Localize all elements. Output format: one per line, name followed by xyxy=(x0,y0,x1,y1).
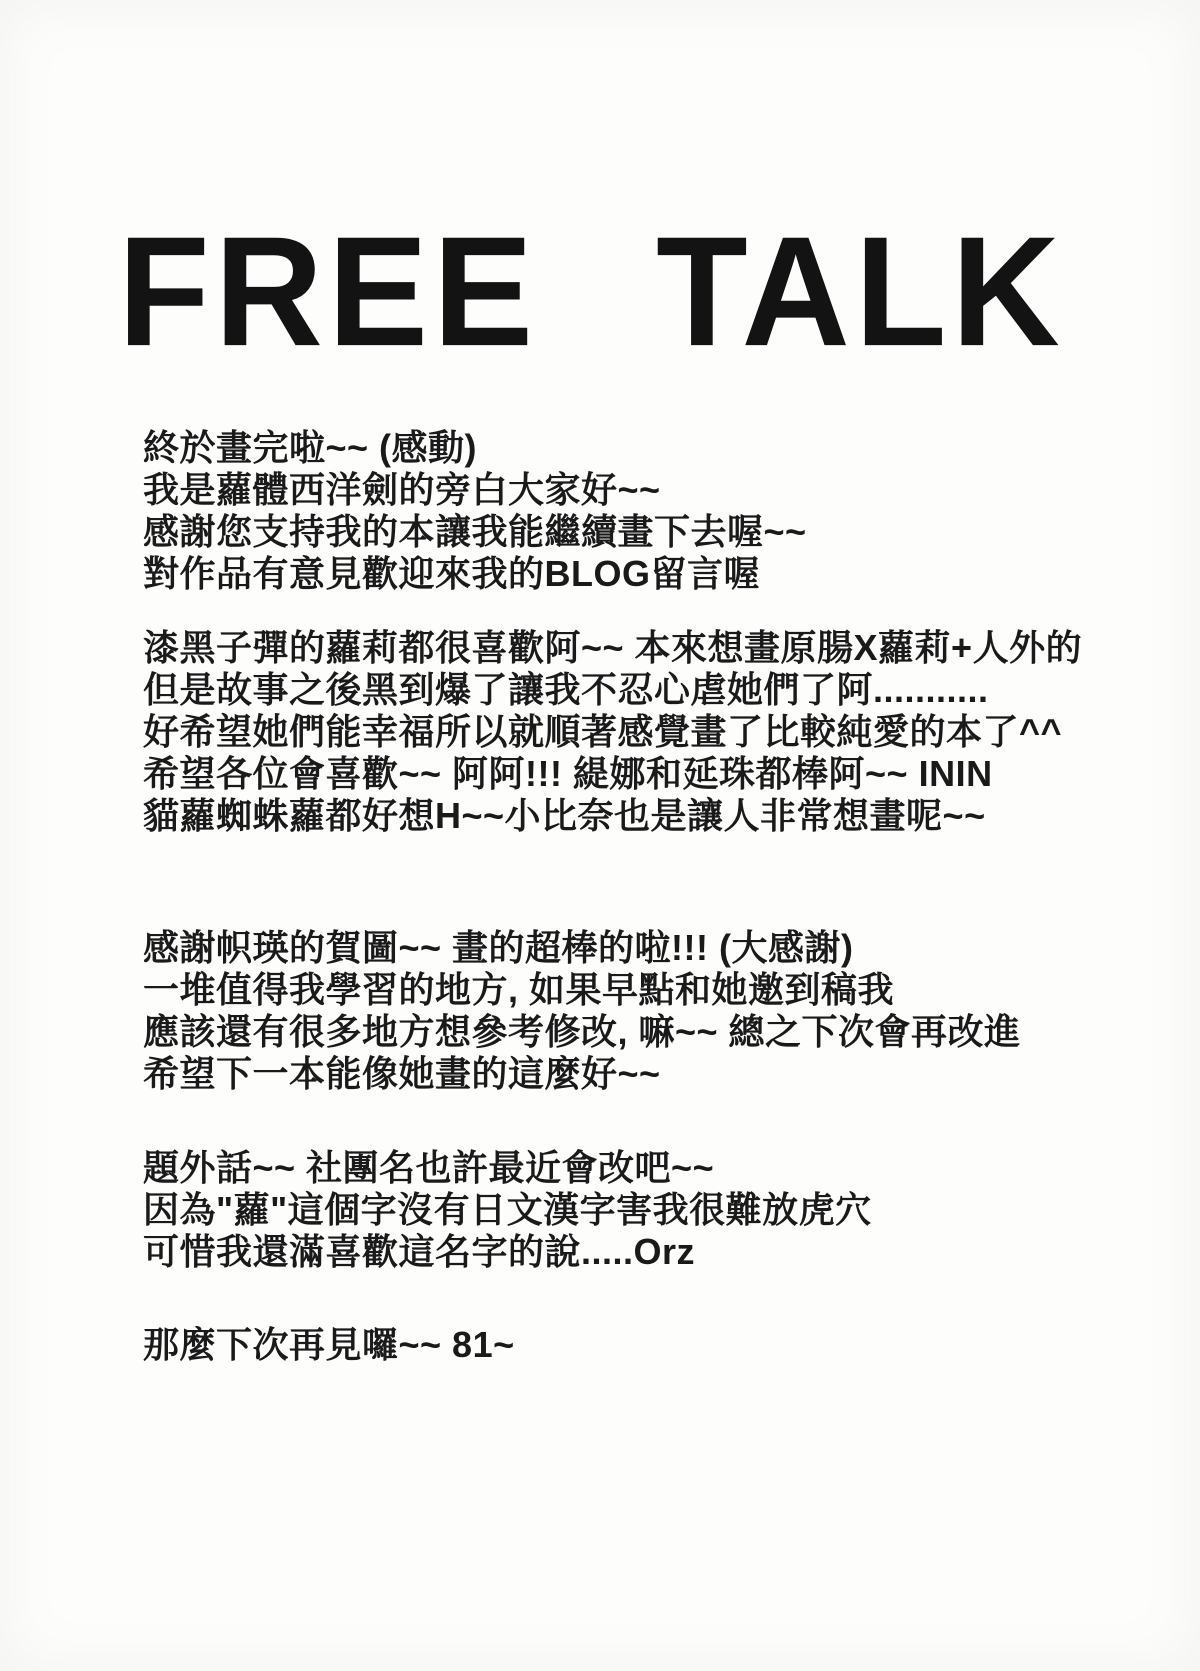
text-line: 感謝帜瑛的賀圖~~ 畫的超棒的啦!!! (大感謝) xyxy=(143,927,854,968)
page-title xyxy=(118,203,1065,378)
paragraph-guest-thanks xyxy=(143,927,1140,1095)
paragraph-greeting xyxy=(143,427,1140,595)
afterword-text xyxy=(143,427,1140,1366)
text-line: 希望各位會喜歡~~ 阿阿!!! 緹娜和延珠都棒阿~~ ININ xyxy=(143,753,993,794)
text-line: 對作品有意見歡迎來我的BLOG留言喔 xyxy=(143,553,760,594)
text-line: 題外話~~ 社團名也許最近會改吧~~ xyxy=(143,1147,715,1188)
title-word-talk: TALK xyxy=(656,203,1065,378)
text-line: 終於畫完啦~~ (感動) xyxy=(143,427,478,468)
text-line: 因為"蘿"這個字沒有日文漢字害我很難放虎穴 xyxy=(143,1189,872,1230)
text-line: 貓蘿蜘蛛蘿都好想H~~小比奈也是讓人非常想畫呢~~ xyxy=(143,795,986,836)
text-line: 希望下一本能像她畫的這麼好~~ xyxy=(143,1053,661,1094)
text-line: 應該還有很多地方想參考修改, 嘛~~ 總之下次會再改進 xyxy=(143,1011,1021,1052)
text-line: 漆黑子彈的蘿莉都很喜歡阿~~ 本來想畫原腸X蘿莉+人外的 xyxy=(143,627,1083,668)
text-line: 我是蘿體西洋劍的旁白大家好~~ xyxy=(143,469,661,510)
text-line: 好希望她們能幸福所以就順著感覺畫了比較純愛的本了^^ xyxy=(143,711,1063,752)
text-line: 但是故事之後黑到爆了讓我不忍心虐她們了阿........... xyxy=(143,669,989,710)
text-line: 一堆值得我學習的地方, 如果早點和她邀到稿我 xyxy=(143,969,895,1010)
title-word-free: FREE xyxy=(118,203,539,378)
text-line: 感謝您支持我的本讓我能繼續畫下去喔~~ xyxy=(143,511,807,552)
paragraph-farewell xyxy=(143,1324,1140,1366)
paragraph-side-note xyxy=(143,1147,1140,1273)
paragraph-series-talk xyxy=(143,627,1140,837)
text-line: 那麼下次再見囉~~ 81~ xyxy=(143,1324,515,1365)
text-line: 可惜我還滿喜歡這名字的說.....Orz xyxy=(143,1231,696,1272)
